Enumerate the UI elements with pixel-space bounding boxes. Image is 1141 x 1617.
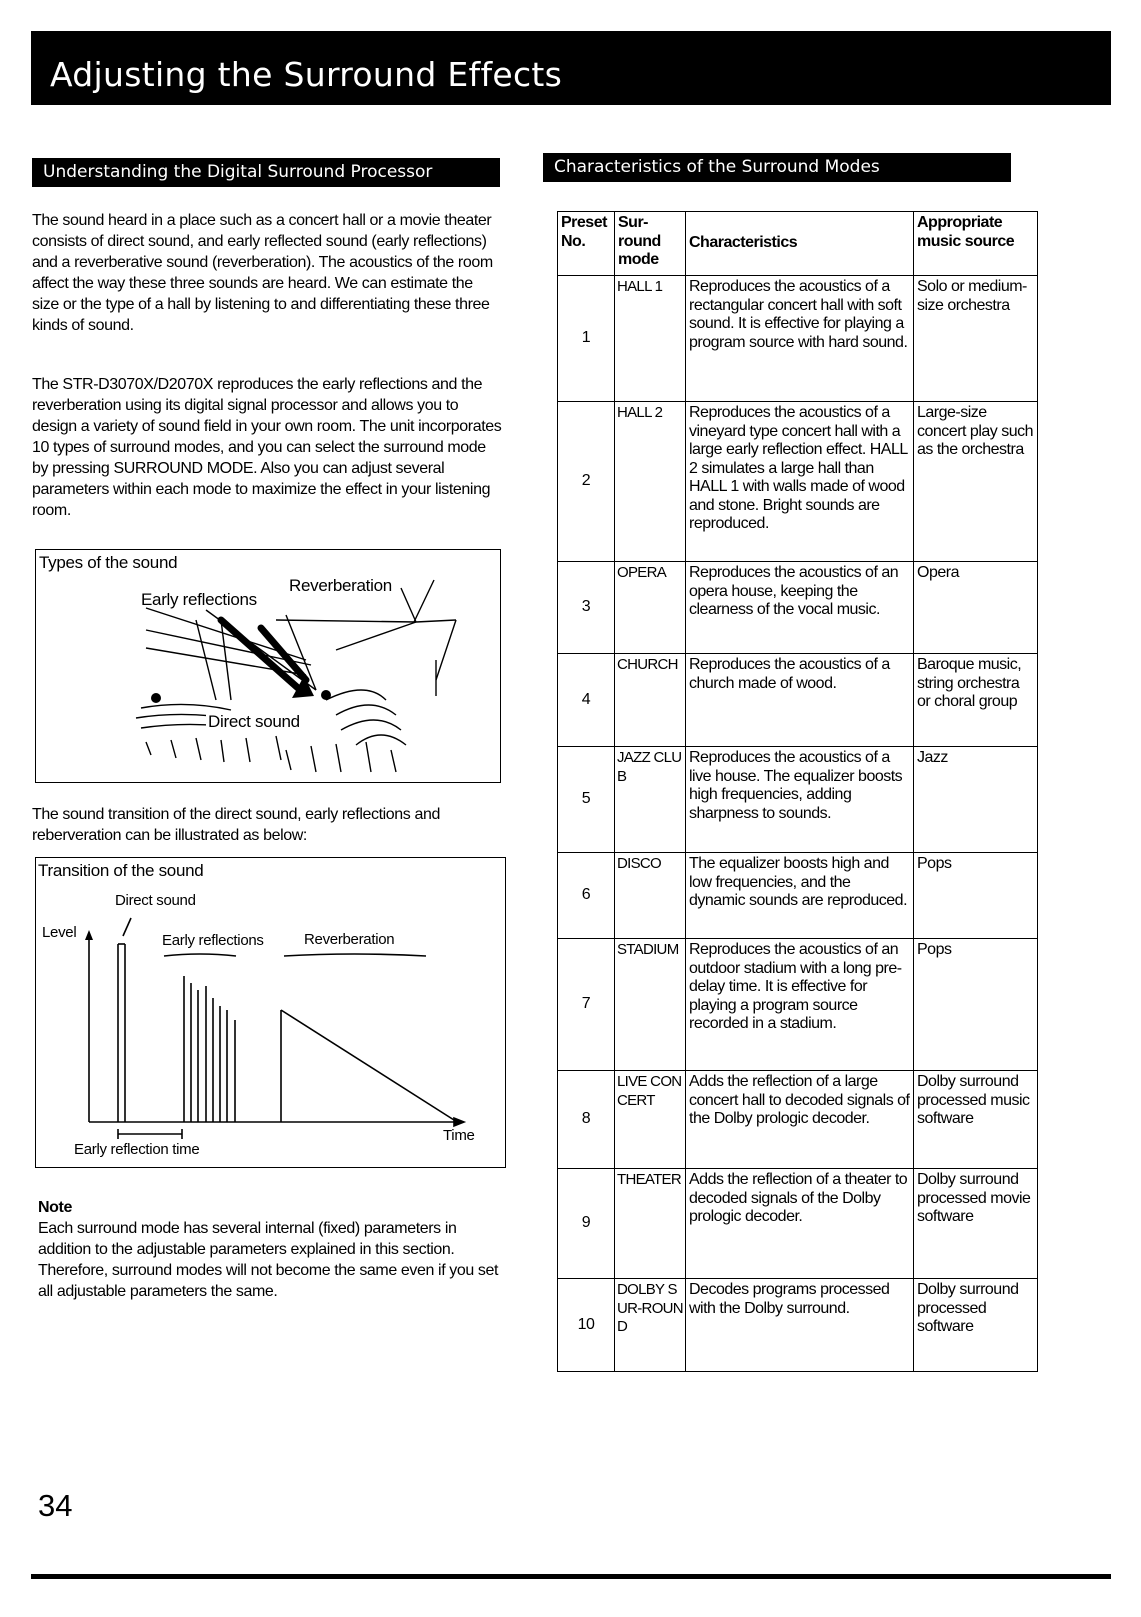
music-source-cell: Pops: [914, 853, 1038, 939]
preset-number-cell: 3: [558, 562, 615, 654]
transition-diagram: [36, 858, 504, 1166]
music-source-cell: Pops: [914, 939, 1038, 1071]
table-row: [558, 402, 1038, 562]
header-surround-mode: Sur-round mode: [615, 212, 686, 276]
page-title: Adjusting the Surround Effects: [50, 55, 563, 94]
table-row: [558, 1279, 1038, 1372]
preset-number-cell: 4: [558, 654, 615, 747]
figure1-label-direct: Direct sound: [208, 712, 300, 731]
music-source-cell: Opera: [914, 562, 1038, 654]
preset-number-cell: 5: [558, 747, 615, 853]
page-number: 34: [38, 1488, 73, 1523]
preset-number-cell: 7: [558, 939, 615, 1071]
section-heading-processor: Understanding the Digital Surround Processor: [32, 158, 500, 187]
preset-number-cell: 2: [558, 402, 615, 562]
transition-of-sound-figure: [35, 857, 506, 1168]
characteristics-cell: Reproduces the acoustics of an opera house, keeping the clearness of the vocal music.: [686, 562, 914, 654]
header-preset-no: Preset No.: [558, 212, 615, 276]
table-row: [558, 939, 1038, 1071]
note-text: Each surround mode has several internal (fixed) parameters in addition to the adjustable parameters explained in this section. Therefore, surround modes will not become the same even if you set all adjustable parameters the same.: [38, 1220, 499, 1300]
characteristics-cell: Adds the reflection of a large concert hall to decoded signals of the Dolby prologic decoder.: [686, 1071, 914, 1169]
preset-number-cell: 6: [558, 853, 615, 939]
surround-mode-cell: HALL 2: [615, 402, 686, 562]
table-row: [558, 1169, 1038, 1279]
preset-number-cell: 9: [558, 1169, 615, 1279]
surround-mode-cell: DOLBY SUR-ROUND: [615, 1279, 686, 1372]
characteristics-cell: Adds the reflection of a theater to decoded signals of the Dolby prologic decoder.: [686, 1169, 914, 1279]
characteristics-cell: Reproduces the acoustics of a church made of wood.: [686, 654, 914, 747]
processor-paragraph: The STR-D3070X/D2070X reproduces the early reflections and the reverberation using its digital signal processor and allows you to design a variety of sound field in your own room. The unit incorporates 10 types of surround modes, and you can select the surround mode by pressing SURROUND MODE. Also you can adjust several parameters within each mode to maximize the effect in your listening room.: [32, 376, 502, 519]
characteristics-cell: The equalizer boosts high and low frequencies, and the dynamic sounds are reproduced.: [686, 853, 914, 939]
figure2-label-direct: Direct sound: [115, 892, 196, 909]
music-source-cell: Baroque music, string orchestra or choral group: [914, 654, 1038, 747]
figure1-label-reverb: Reverberation: [289, 576, 392, 595]
characteristics-cell: Decodes programs processed with the Dolby surround.: [686, 1279, 914, 1372]
intro-paragraph: The sound heard in a place such as a concert hall or a movie theater consists of direct sound, and early reflected sound (early reflections) and a reverberative sound (reverberation). The acoustics of the room affect the way these three sounds are heard. We can estimate the size or the type of a hall by listening to and differentiating these three kinds of sound.: [32, 212, 493, 334]
surround-mode-cell: CHURCH: [615, 654, 686, 747]
surround-mode-cell: OPERA: [615, 562, 686, 654]
figure2-label-early-time: Early reflection time: [74, 1141, 200, 1158]
table-row: [558, 853, 1038, 939]
figure1-title: Types of the sound: [39, 553, 178, 572]
table-header-row: [558, 212, 1038, 276]
figure1-label-early: Early reflections: [141, 590, 257, 609]
characteristics-cell: Reproduces the acoustics of a rectangular concert hall with soft sound. It is effective for playing a program source with hard sound.: [686, 276, 914, 402]
header-characteristics: Characteristics: [686, 212, 914, 276]
note-heading: Note: [38, 1199, 72, 1216]
music-source-cell: Dolby surround processed software: [914, 1279, 1038, 1372]
figure2-label-early: Early reflections: [162, 932, 264, 949]
characteristics-cell: Reproduces the acoustics of a live house. The equalizer boosts high frequencies, adding sharpness to sounds.: [686, 747, 914, 853]
music-source-cell: Dolby surround processed music software: [914, 1071, 1038, 1169]
header-music-source: Appropriate music source: [914, 212, 1038, 276]
surround-mode-cell: JAZZ CLUB: [615, 747, 686, 853]
figure2-title: Transition of the sound: [38, 861, 204, 880]
music-source-cell: Large-size concert play such as the orchestra: [914, 402, 1038, 562]
preset-number-cell: 8: [558, 1071, 615, 1169]
surround-modes-table: [557, 211, 1038, 1372]
music-source-cell: Jazz: [914, 747, 1038, 853]
table-row: [558, 654, 1038, 747]
footer-rule: [31, 1574, 1111, 1579]
hall-illustration: [36, 550, 499, 781]
surround-mode-cell: STADIUM: [615, 939, 686, 1071]
table-row: [558, 1071, 1038, 1169]
types-of-sound-figure: [35, 549, 501, 783]
figure2-label-time: Time: [443, 1127, 475, 1144]
characteristics-cell: Reproduces the acoustics of a vineyard type concert hall with a large early reflection effect. HALL 2 simulates a large hall than HALL 1 with walls made of wood and stone. Bright sounds are reproduced.: [686, 402, 914, 562]
preset-number-cell: 10: [558, 1279, 615, 1372]
surround-mode-cell: HALL 1: [615, 276, 686, 402]
table-row: [558, 747, 1038, 853]
music-source-cell: Dolby surround processed movie software: [914, 1169, 1038, 1279]
surround-mode-cell: THEATER: [615, 1169, 686, 1279]
characteristics-cell: Reproduces the acoustics of an outdoor stadium with a long pre-delay time. It is effective for playing a program source recorded in a stadium.: [686, 939, 914, 1071]
table-row: [558, 562, 1038, 654]
figure2-label-reverb: Reverberation: [304, 931, 395, 948]
preset-number-cell: 1: [558, 276, 615, 402]
surround-mode-cell: LIVE CONCERT: [615, 1071, 686, 1169]
music-source-cell: Solo or medium-size orchestra: [914, 276, 1038, 402]
surround-mode-cell: DISCO: [615, 853, 686, 939]
table-row: [558, 276, 1038, 402]
figure2-label-level: Level: [42, 924, 77, 941]
transition-paragraph: The sound transition of the direct sound, early reflections and reberveration can be illustrated as below:: [32, 806, 440, 844]
section-heading-modes: Characteristics of the Surround Modes: [543, 153, 1011, 182]
